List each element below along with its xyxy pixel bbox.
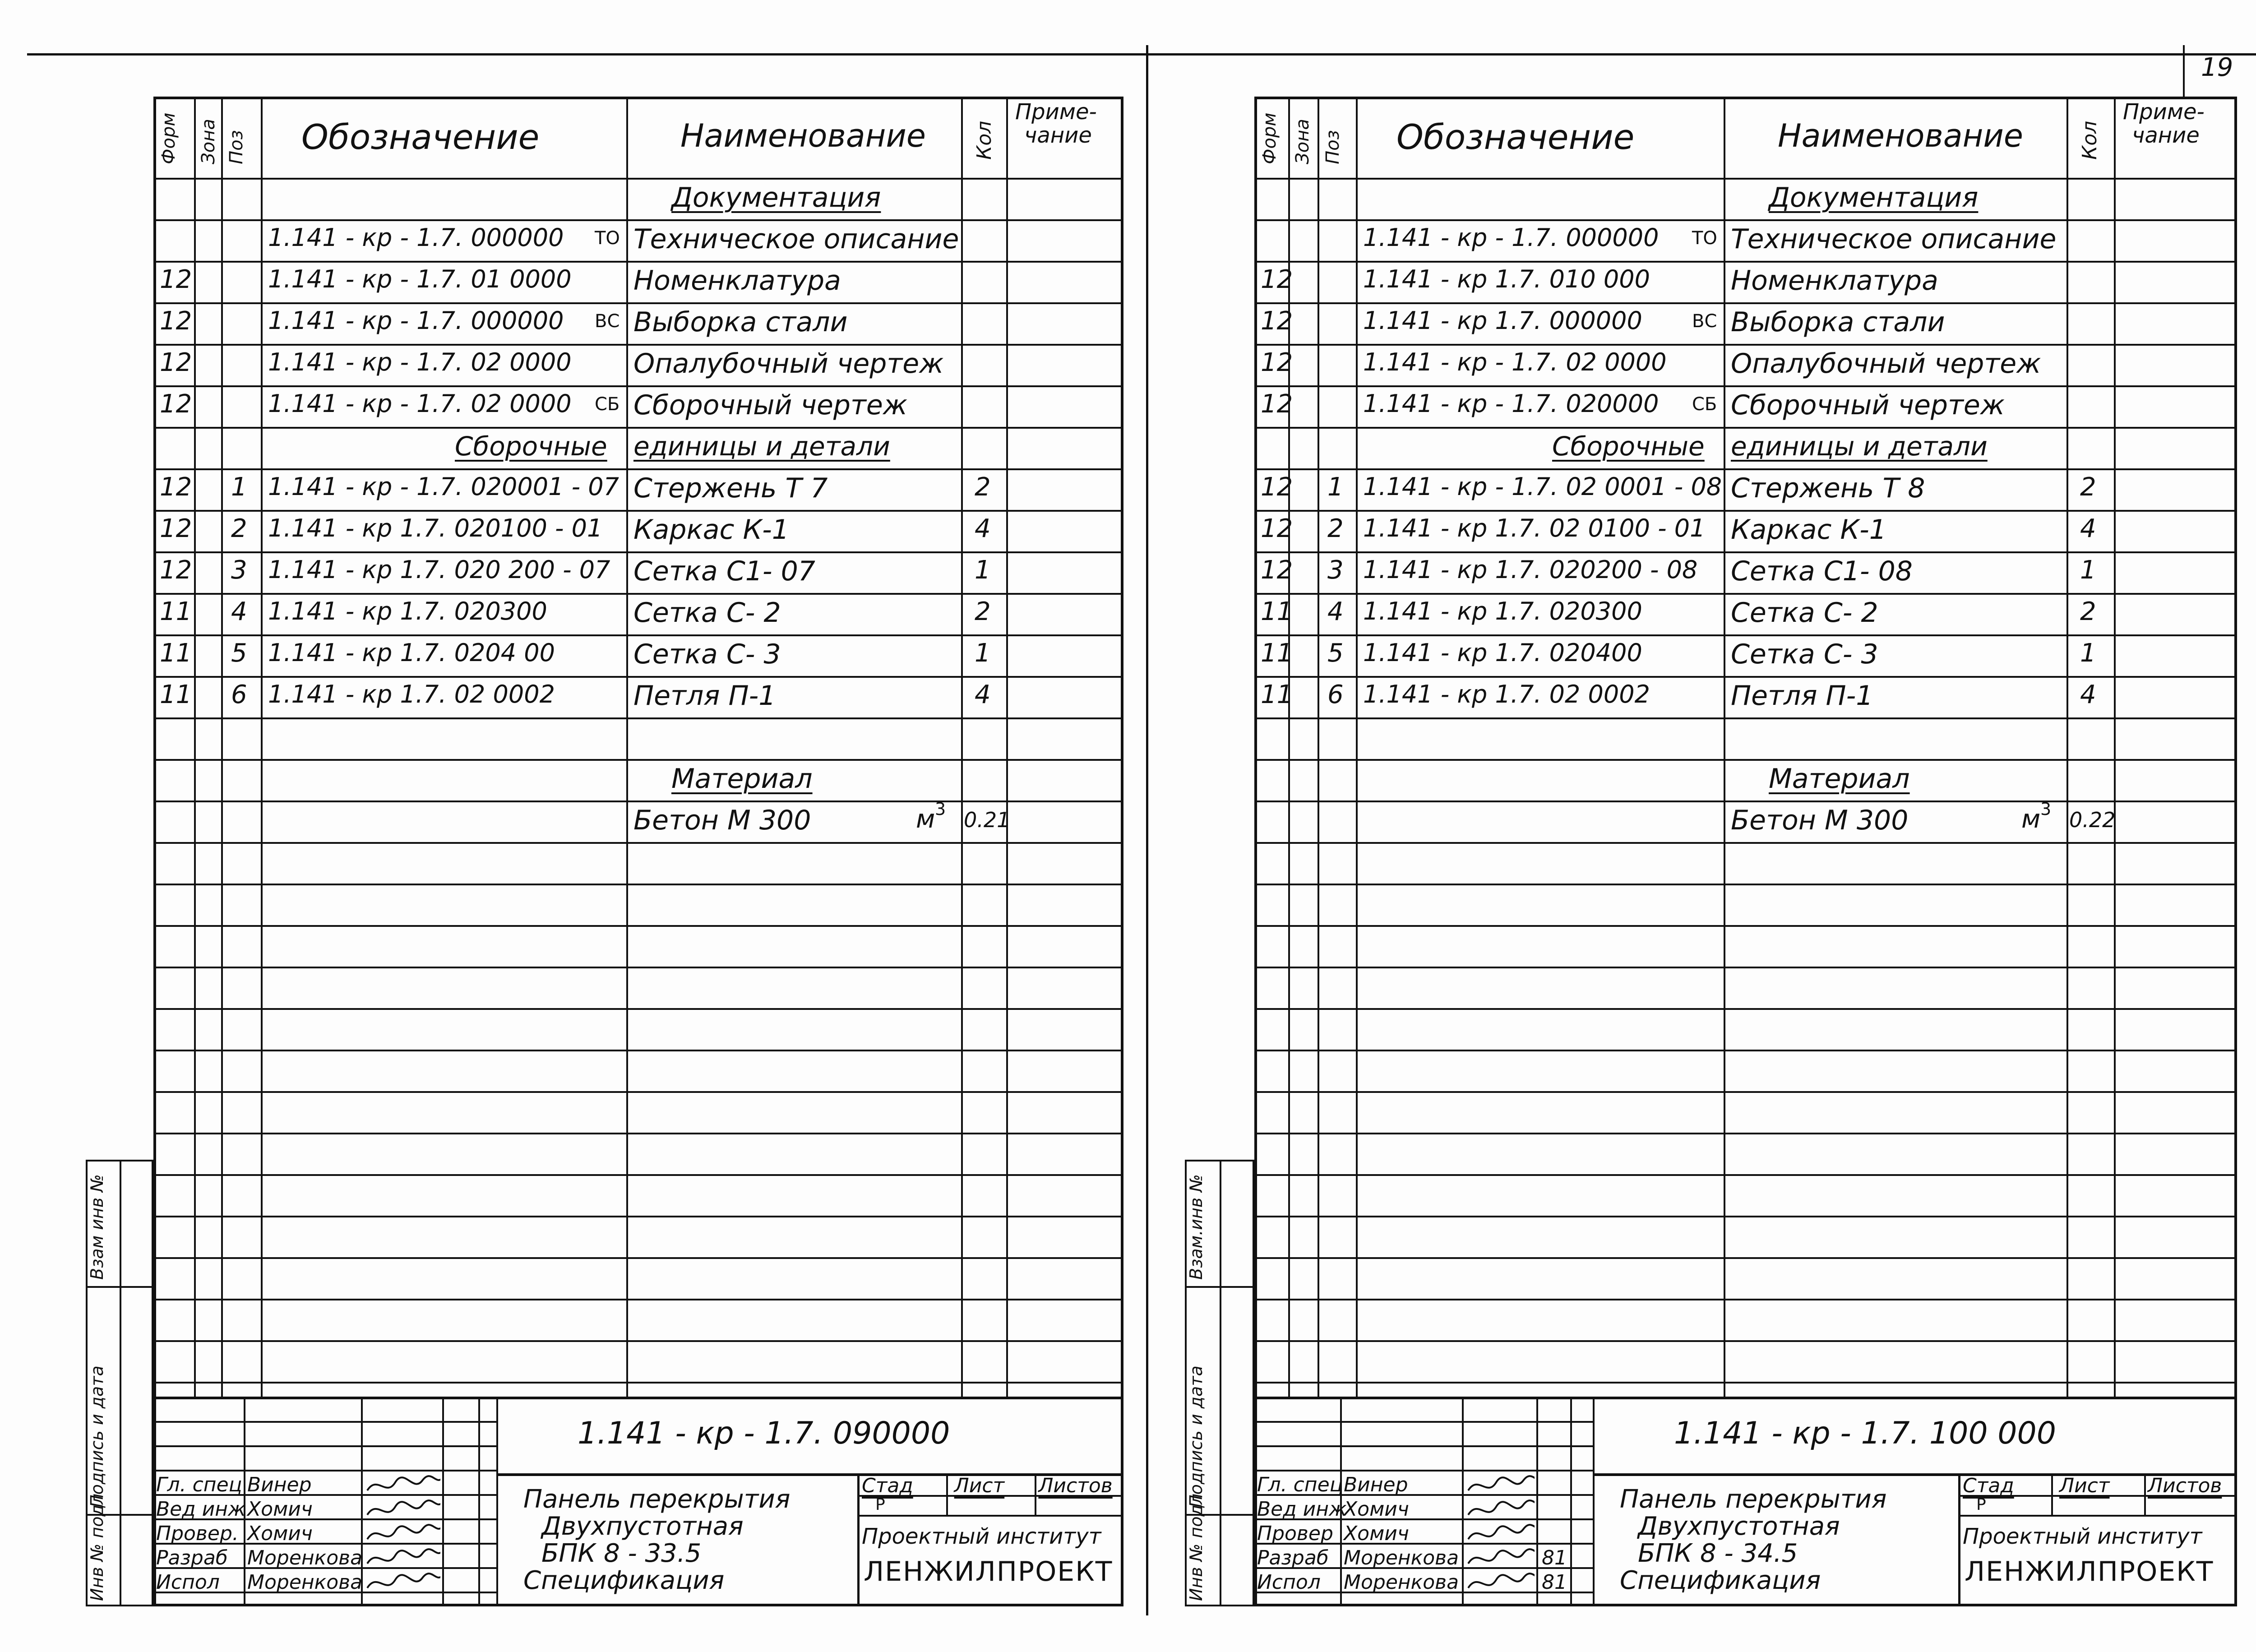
row-line <box>153 1174 1123 1176</box>
row-qty: 2 <box>2080 472 2096 502</box>
row-qty: 1 <box>975 555 991 585</box>
title-block-col <box>1593 1397 1595 1606</box>
row-line <box>1254 1340 2237 1342</box>
title-name: Моренкова <box>1344 1546 1459 1569</box>
section-heading: Материал <box>1769 763 1910 795</box>
row-designation: 1.141 - кр 1.7. 020200 - 08 <box>1363 555 1698 584</box>
row-designation: 1.141 - кр 1.7. 020100 - 01 <box>268 514 603 542</box>
row-line <box>1254 1382 2237 1384</box>
side-stamp-line <box>86 1286 153 1288</box>
row-form: 12 <box>1261 265 1293 294</box>
title-block-col <box>442 1397 444 1606</box>
stage-value: Р <box>1976 1495 1986 1514</box>
side-label-sign: Подпись и дата <box>1186 1365 1206 1508</box>
title-block-split <box>496 1473 1123 1476</box>
title-block-col <box>1570 1397 1572 1606</box>
header-note-line1: Приме- <box>1015 99 1097 125</box>
header-qty: Кол <box>2078 120 2101 160</box>
title-name: Хомич <box>247 1498 313 1521</box>
row-form: 12 <box>160 472 192 502</box>
header-divider <box>1254 178 2237 180</box>
row-qty: 4 <box>2080 514 2096 543</box>
row-form: 12 <box>160 265 192 294</box>
row-line <box>1254 1133 2237 1134</box>
row-pos: 5 <box>231 639 247 668</box>
row-designation: 1.141 - кр - 1.7. 02 0000 <box>1363 348 1667 376</box>
row-designation: 1.141 - кр 1.7. 0204 00 <box>268 639 555 667</box>
row-pos: 1 <box>1327 472 1344 502</box>
row-mark: ВС <box>595 311 620 332</box>
title-block-col <box>496 1397 498 1606</box>
title-date-mark: 81 <box>1542 1546 1567 1569</box>
row-designation: 1.141 - кр 1.7. 02 0100 - 01 <box>1363 514 1706 542</box>
title-block-row-line <box>153 1470 496 1472</box>
title-name: Моренкова <box>247 1546 363 1569</box>
row-name: Номенклатура <box>633 265 841 296</box>
row-designation: 1.141 - кр - 1.7. 02 0000 <box>268 348 572 376</box>
row-form: 12 <box>160 555 192 585</box>
header-designation: Обозначение <box>301 117 540 157</box>
row-line <box>1254 1216 2237 1217</box>
row-line <box>1254 759 2237 761</box>
sheets-label: Листов <box>1038 1474 1113 1497</box>
stage-box-col <box>1035 1473 1036 1515</box>
row-name: Каркас К-1 <box>1731 514 1886 546</box>
title-role: Вед инж <box>1257 1498 1347 1521</box>
row-qty: 1 <box>2080 639 2096 668</box>
row-line <box>1254 842 2237 844</box>
row-qty: 1 <box>2080 555 2096 585</box>
column-divider <box>221 97 223 1397</box>
row-designation: 1.141 - кр - 1.7. 000000 <box>268 306 564 335</box>
title-block-row-line <box>1254 1470 1593 1472</box>
row-line <box>153 468 1123 470</box>
row-name: Сетка С- 2 <box>633 597 781 629</box>
row-line <box>153 1382 1123 1384</box>
row-designation: 1.141 - кр 1.7. 000000 <box>1363 306 1642 335</box>
row-name: Опалубочный чертеж <box>1731 348 2041 379</box>
stage-box-line <box>857 1515 1123 1517</box>
row-pos: 4 <box>1327 597 1344 626</box>
title-name: Хомич <box>247 1522 313 1545</box>
side-stamp-divider <box>120 1160 121 1606</box>
title-line: Спецификация <box>1620 1566 1821 1595</box>
row-name: Бетон М 300 <box>633 805 811 836</box>
row-form: 11 <box>160 639 192 668</box>
row-line <box>153 1299 1123 1300</box>
title-block-row-line <box>1254 1445 1593 1447</box>
row-line <box>153 925 1123 927</box>
row-pos: 2 <box>231 514 247 543</box>
row-line <box>1254 1008 2237 1010</box>
title-block-split <box>1593 1473 2237 1476</box>
row-line <box>153 842 1123 844</box>
header-note-line2: чание <box>1024 123 1092 148</box>
row-pos: 2 <box>1327 514 1344 543</box>
row-designation: 1.141 - кр 1.7. 020300 <box>1363 597 1642 625</box>
row-designation: 1.141 - кр 1.7. 020300 <box>268 597 547 625</box>
sheets-label: Листов <box>2148 1474 2222 1497</box>
stage-label: Стад <box>1963 1474 2014 1497</box>
title-line: Панель перекрытия <box>1620 1485 1887 1514</box>
header-designation: Обозначение <box>1396 117 1635 157</box>
row-designation: 1.141 - кр 1.7. 02 0002 <box>1363 680 1650 708</box>
row-designation: 1.141 - кр 1.7. 020400 <box>1363 639 1642 667</box>
row-line <box>153 385 1123 387</box>
row-qty: 4 <box>975 514 991 543</box>
row-line <box>153 634 1123 636</box>
side-stamp-divider <box>1220 1160 1221 1606</box>
row-line <box>1254 925 2237 927</box>
header-divider <box>153 178 1123 180</box>
row-qty: 1 <box>975 639 991 668</box>
row-line <box>153 676 1123 678</box>
side-stamp-line <box>1185 1286 1254 1288</box>
title-line: Панель перекрытия <box>523 1485 791 1514</box>
row-pos: 3 <box>1327 555 1344 585</box>
row-qty: 0.22 <box>2069 808 2116 832</box>
row-name: Номенклатура <box>1731 265 1938 296</box>
row-qty: 2 <box>2080 597 2096 626</box>
column-divider <box>261 97 263 1397</box>
handwritten-signature <box>364 1570 440 1597</box>
side-label-inv: Инв № подл <box>1186 1493 1206 1601</box>
header-note-line1: Приме- <box>2123 99 2205 125</box>
row-line <box>1254 717 2237 719</box>
handwritten-signature <box>1465 1472 1535 1499</box>
handwritten-signature <box>1465 1570 1535 1597</box>
row-qty: 2 <box>975 472 991 502</box>
row-form: 11 <box>1261 680 1293 709</box>
row-line <box>153 551 1123 553</box>
row-line <box>1254 676 2237 678</box>
row-name: Сетка С1- 08 <box>1731 555 1913 587</box>
handwritten-signature <box>364 1521 440 1548</box>
title-block-top <box>153 1397 1123 1399</box>
row-form: 12 <box>1261 389 1293 419</box>
row-name: Сборочный чертеж <box>633 389 907 421</box>
row-line <box>153 801 1123 802</box>
column-divider <box>1318 97 1319 1397</box>
row-name: Стержень Т 7 <box>633 472 828 504</box>
row-line <box>1254 551 2237 553</box>
title-line: Спецификация <box>523 1566 725 1595</box>
handwritten-signature <box>364 1497 440 1524</box>
row-line <box>153 261 1123 263</box>
title-date-mark: 81 <box>1542 1571 1567 1594</box>
header-name: Наименование <box>680 117 926 154</box>
row-name: Техническое описание <box>1731 223 2057 255</box>
title-line: БПК 8 - 33.5 <box>541 1539 702 1568</box>
row-form: 11 <box>160 597 192 626</box>
row-line <box>153 1008 1123 1010</box>
header-pos: Поз <box>1322 130 1343 164</box>
row-line <box>1254 884 2237 885</box>
row-form: 12 <box>1261 472 1293 502</box>
title-line: БПК 8 - 34.5 <box>1638 1539 1798 1568</box>
title-block-top <box>1254 1397 2237 1399</box>
row-line <box>153 884 1123 885</box>
row-name: Сетка С1- 07 <box>633 555 815 587</box>
row-pos: 3 <box>231 555 247 585</box>
row-designation: 1.141 - кр - 1.7. 000000 <box>1363 223 1659 252</box>
row-name: Петля П-1 <box>633 680 776 712</box>
row-line <box>1254 427 2237 429</box>
row-designation: 1.141 - кр 1.7. 010 000 <box>1363 265 1650 293</box>
row-name: Сетка С- 3 <box>1731 639 1878 670</box>
title-name: Хомич <box>1344 1522 1409 1545</box>
row-line <box>153 219 1123 221</box>
handwritten-signature <box>1465 1521 1535 1548</box>
row-form: 12 <box>160 514 192 543</box>
title-role: Гл. спец <box>156 1473 242 1496</box>
title-role: Разраб <box>1257 1546 1329 1569</box>
section-heading: Документация <box>671 182 881 213</box>
row-line <box>1254 801 2237 802</box>
row-line <box>153 1091 1123 1093</box>
header-zone: Зона <box>198 119 219 164</box>
row-name: Опалубочный чертеж <box>633 348 944 379</box>
row-line <box>153 967 1123 968</box>
organization-logo: ЛЕНЖИЛПРОЕКТ <box>864 1556 1113 1587</box>
row-line <box>153 344 1123 346</box>
title-block-col <box>1462 1397 1464 1606</box>
row-line <box>1254 1050 2237 1051</box>
row-name: Стержень Т 8 <box>1731 472 1925 504</box>
row-qty: 0.21 <box>964 808 1010 832</box>
column-divider <box>961 97 963 1397</box>
stage-label: Стад <box>862 1474 913 1497</box>
row-line <box>1254 302 2237 304</box>
row-designation: 1.141 - кр 1.7. 020 200 - 07 <box>268 555 610 584</box>
page-number: 19 <box>2201 53 2233 82</box>
row-name: Бетон М 300 <box>1731 805 1909 836</box>
stage-box-col <box>946 1473 948 1515</box>
title-role: Испол <box>156 1571 220 1594</box>
row-form: 12 <box>1261 555 1293 585</box>
handwritten-signature <box>1465 1546 1535 1573</box>
row-line <box>1254 1091 2237 1093</box>
title-block-row-line <box>153 1421 496 1423</box>
title-block-row-line <box>153 1445 496 1447</box>
section-heading: Материал <box>671 763 813 795</box>
sheet-label: Лист <box>954 1474 1005 1497</box>
title-name: Винер <box>1344 1473 1408 1496</box>
stage-value: Р <box>875 1495 885 1514</box>
column-divider <box>1724 97 1725 1397</box>
header-zone: Зона <box>1292 119 1313 164</box>
row-designation: 1.141 - кр - 1.7. 000000 <box>268 223 564 252</box>
row-line <box>153 1216 1123 1217</box>
section-heading-right: единицы и детали <box>1731 431 1988 462</box>
row-form: 12 <box>1261 348 1293 377</box>
row-name: Сетка С- 3 <box>633 639 781 670</box>
column-divider <box>1356 97 1358 1397</box>
header-name: Наименование <box>1778 117 2023 154</box>
side-label-replace: Взам.инв № <box>1186 1174 1206 1280</box>
row-line <box>1254 219 2237 221</box>
row-line <box>153 593 1123 595</box>
column-divider <box>626 97 628 1397</box>
row-line <box>153 759 1123 761</box>
right-sheet <box>1146 0 2256 1652</box>
sheet-label: Лист <box>2059 1474 2110 1497</box>
row-unit: м <box>916 805 935 834</box>
row-qty: 4 <box>2080 680 2096 709</box>
row-line <box>153 1050 1123 1051</box>
side-label-replace: Взам инв № <box>87 1174 107 1280</box>
handwritten-signature <box>364 1472 440 1499</box>
row-mark: ТО <box>595 228 620 249</box>
row-designation: 1.141 - кр - 1.7. 020001 - 07 <box>268 472 619 501</box>
institute-name: Проектный институт <box>1963 1524 2202 1549</box>
header-qty: Кол <box>973 120 996 160</box>
row-line <box>1254 344 2237 346</box>
row-name: Сборочный чертеж <box>1731 389 2005 421</box>
title-name: Моренкова <box>247 1571 363 1594</box>
row-pos: 6 <box>231 680 247 709</box>
page-number-box <box>2183 45 2185 97</box>
row-qty: 4 <box>975 680 991 709</box>
organization-logo: ЛЕНЖИЛПРОЕКТ <box>1965 1556 2214 1587</box>
row-mark: ТО <box>1692 228 1717 249</box>
row-line <box>1254 468 2237 470</box>
row-line <box>1254 593 2237 595</box>
row-line <box>1254 1174 2237 1176</box>
row-line <box>153 1257 1123 1259</box>
title-role: Провер <box>1257 1522 1333 1545</box>
row-form: 12 <box>1261 514 1293 543</box>
row-name: Сетка С- 2 <box>1731 597 1878 629</box>
row-designation: 1.141 - кр - 1.7. 02 0001 - 08 <box>1363 472 1722 501</box>
title-role: Провер. <box>156 1522 239 1545</box>
row-line <box>1254 1299 2237 1300</box>
column-divider <box>2114 97 2116 1397</box>
title-role: Испол <box>1257 1571 1321 1594</box>
title-block-col <box>1536 1397 1538 1606</box>
row-qty: 2 <box>975 597 991 626</box>
row-form: 12 <box>160 306 192 336</box>
row-pos: 5 <box>1327 639 1344 668</box>
row-designation: 1.141 - кр - 1.7. 020000 <box>1363 389 1659 418</box>
header-pos: Поз <box>226 130 247 164</box>
title-doc-code: 1.141 - кр - 1.7. 100 000 <box>1674 1416 2057 1451</box>
column-divider <box>194 97 196 1397</box>
title-line: Двухпустотная <box>541 1512 744 1541</box>
row-line <box>1254 1257 2237 1259</box>
institute-name: Проектный институт <box>862 1524 1101 1549</box>
row-mark: ВС <box>1692 311 1717 332</box>
stage-box-col <box>2051 1473 2053 1515</box>
row-line <box>1254 634 2237 636</box>
title-name: Хомич <box>1344 1498 1409 1521</box>
title-block-row-line <box>1254 1421 1593 1423</box>
row-designation: 1.141 - кр - 1.7. 01 0000 <box>268 265 572 293</box>
row-line <box>153 427 1123 429</box>
stage-box-left <box>857 1473 860 1606</box>
title-role: Гл. спец <box>1257 1473 1343 1496</box>
row-designation: 1.141 - кр - 1.7. 02 0000 <box>268 389 572 418</box>
stage-box-left <box>1958 1473 1960 1606</box>
row-mark: СБ <box>595 394 620 415</box>
row-unit: м <box>2021 805 2041 834</box>
row-unit-exponent: 3 <box>935 799 946 819</box>
row-line <box>153 510 1123 512</box>
row-pos: 1 <box>231 472 247 502</box>
row-name: Техническое описание <box>633 223 959 255</box>
section-heading: Документация <box>1769 182 1979 213</box>
row-form: 12 <box>160 348 192 377</box>
column-divider <box>2066 97 2068 1397</box>
title-role: Разраб <box>156 1546 228 1569</box>
row-name: Петля П-1 <box>1731 680 1873 712</box>
title-name: Моренкова <box>1344 1571 1459 1594</box>
row-line <box>1254 967 2237 968</box>
row-pos: 4 <box>231 597 247 626</box>
section-heading-left: Сборочные <box>1552 431 1705 462</box>
handwritten-signature <box>1465 1497 1535 1524</box>
row-form: 11 <box>160 680 192 709</box>
row-line <box>153 302 1123 304</box>
section-heading-right: единицы и детали <box>633 431 890 462</box>
row-pos: 6 <box>1327 680 1344 709</box>
title-line: Двухпустотная <box>1638 1512 1840 1541</box>
row-line <box>153 1133 1123 1134</box>
row-name: Каркас К-1 <box>633 514 789 546</box>
title-role: Вед инж <box>156 1498 246 1521</box>
side-label-inv: Инв № подл <box>87 1493 107 1601</box>
row-line <box>1254 261 2237 263</box>
title-doc-code: 1.141 - кр - 1.7. 090000 <box>578 1416 950 1451</box>
row-line <box>153 717 1123 719</box>
header-note-line2: чание <box>2132 123 2200 148</box>
row-designation: 1.141 - кр 1.7. 02 0002 <box>268 680 555 708</box>
row-unit-exponent: 3 <box>2040 799 2052 819</box>
stage-box-col <box>2144 1473 2146 1515</box>
stage-box-line <box>1958 1515 2237 1517</box>
header-form: Форм <box>1259 112 1280 164</box>
row-line <box>1254 385 2237 387</box>
row-form: 12 <box>1261 306 1293 336</box>
row-form: 11 <box>1261 597 1293 626</box>
row-mark: СБ <box>1692 394 1717 415</box>
column-divider <box>1006 97 1008 1397</box>
row-line <box>1254 510 2237 512</box>
row-name: Выборка стали <box>633 306 848 338</box>
section-heading-left: Сборочные <box>455 431 607 462</box>
header-form: Форм <box>158 112 179 164</box>
title-block-col <box>478 1397 480 1606</box>
row-line <box>153 1340 1123 1342</box>
row-name: Выборка стали <box>1731 306 1945 338</box>
row-form: 11 <box>1261 639 1293 668</box>
title-name: Винер <box>247 1473 312 1496</box>
handwritten-signature <box>364 1546 440 1573</box>
row-form: 12 <box>160 389 192 419</box>
side-label-sign: Подпись и дата <box>87 1365 107 1508</box>
